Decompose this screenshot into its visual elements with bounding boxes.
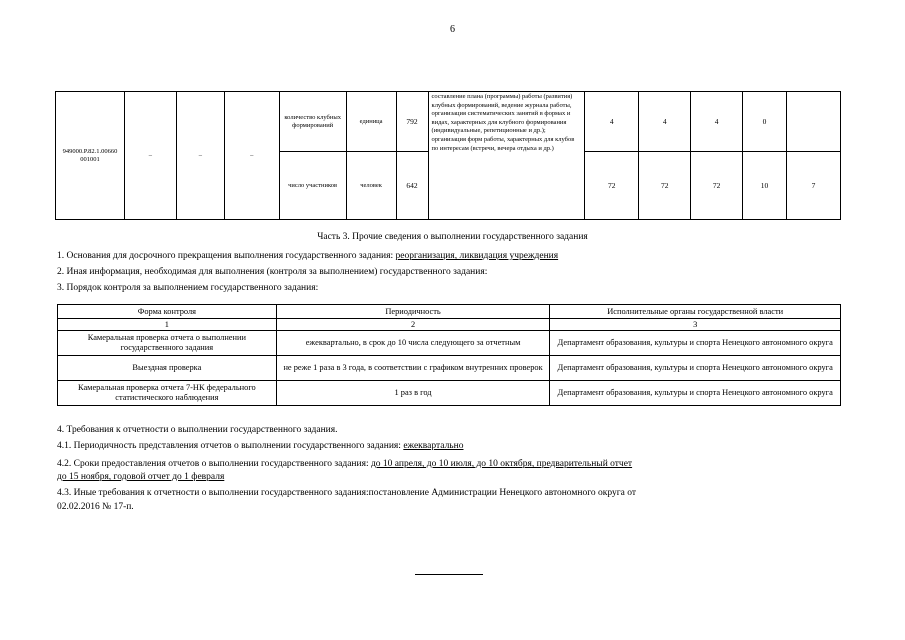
part3-title: Часть 3. Прочие сведения о выполнении государственного задания — [317, 232, 588, 242]
table-row — [58, 356, 841, 381]
indicator-name: количество клубных формирований — [279, 92, 346, 152]
table-row — [58, 381, 841, 406]
unit-code: 642 — [396, 152, 428, 220]
indicator-name: число участников — [279, 152, 346, 220]
value-cell: 7 — [786, 152, 840, 220]
value-cell: 72 — [585, 152, 639, 220]
item-4-1 — [57, 441, 463, 452]
value-cell: 4 — [691, 92, 743, 152]
signature-divider — [415, 574, 483, 575]
page-number: 6 — [450, 24, 455, 35]
value-cell — [786, 92, 840, 152]
col-header: Исполнительные органы государственной власти — [550, 305, 841, 319]
col-header: Периодичность — [276, 305, 550, 319]
item-4-3-line2: 02.02.2016 № 17-п. — [57, 502, 134, 512]
item-3: 3. Порядок контроля за выполнением государственного задания: — [57, 283, 319, 293]
item-2: 2. Иная информация, необходимая для выполнения (контроля за выполнением) государственного задания: — [57, 267, 488, 277]
service-quality-table — [55, 91, 841, 220]
item-1 — [57, 251, 558, 262]
service-description: составление плана (программы) работы (развития) клубных формирований, ведение журнала работы, организация систематических занятий в формах и видах, характерных для клубного формирования (индивидуальные, репетиционные и др.); организация форм работы, характерных для клубов по интересам (встречи, вечера отдыха и др.) — [428, 92, 585, 220]
value-cell: 10 — [743, 152, 787, 220]
value-cell: 4 — [639, 92, 691, 152]
item-1-value: реорганизация, ликвидация учреждения — [395, 251, 559, 261]
value-cell: 0 — [743, 92, 787, 152]
control-authority: Департамент образования, культуры и спорта Ненецкого автономного округа — [550, 331, 841, 356]
item-4-2-value-line1: до 10 апреля, до 10 июля, до 10 октября, предварительный отчет — [370, 459, 633, 469]
control-authority: Департамент образования, культуры и спорта Ненецкого автономного округа — [550, 381, 841, 406]
col-header: Форма контроля — [58, 305, 277, 319]
value-cell: 4 — [585, 92, 639, 152]
item-1-label: 1. Основания для досрочного прекращения выполнения государственного задания: — [57, 251, 396, 261]
control-periodicity: не реже 1 раза в 3 года, в соответствии с графиком внутренних проверок — [276, 356, 550, 381]
item-4-3-line1: 4.3. Иные требования к отчетности о выполнении государственного задания:постановление Администрации Ненецкого автономного округа от — [57, 488, 637, 498]
control-authority: Департамент образования, культуры и спорта Ненецкого автономного округа — [550, 356, 841, 381]
registry-code: 949000.Р.82.1.00660 001001 — [56, 92, 125, 220]
control-form: Выездная проверка — [58, 356, 277, 381]
item-4-1-label: 4.1. Периодичность представления отчетов о выполнении государственного задания: — [57, 441, 404, 451]
table-row — [58, 331, 841, 356]
item-4-2-label: 4.2. Сроки предоставления отчетов о выполнении государственного задания: — [57, 459, 371, 469]
item-4-1-value: ежеквартально — [403, 441, 464, 451]
control-periodicity: 1 раз в год — [276, 381, 550, 406]
value-cell: 72 — [639, 152, 691, 220]
item-4-2-value-line2: до 15 ноября, годовой отчет до 1 февраля — [57, 472, 225, 482]
control-form: Камеральная проверка отчета о выполнении государственного задания — [58, 331, 277, 356]
empty-cell-dash: – — [176, 92, 224, 220]
value-cell: 72 — [691, 152, 743, 220]
control-periodicity: ежеквартально, в срок до 10 числа следующего за отчетным — [276, 331, 550, 356]
control-table — [57, 304, 841, 406]
unit-code: 792 — [396, 92, 428, 152]
empty-cell-dash: – — [224, 92, 279, 220]
col-number: 1 — [58, 319, 277, 331]
col-number: 3 — [550, 319, 841, 331]
unit-name: человек — [346, 152, 396, 220]
unit-name: единица — [346, 92, 396, 152]
col-number: 2 — [276, 319, 550, 331]
item-4-2-continuation — [57, 472, 224, 483]
empty-cell-dash: – — [124, 92, 176, 220]
control-form: Камеральная проверка отчета 7-НК федерального статистического наблюдения — [58, 381, 277, 406]
item-4-2 — [57, 459, 632, 470]
item-4: 4. Требования к отчетности о выполнении государственного задания. — [57, 425, 338, 435]
